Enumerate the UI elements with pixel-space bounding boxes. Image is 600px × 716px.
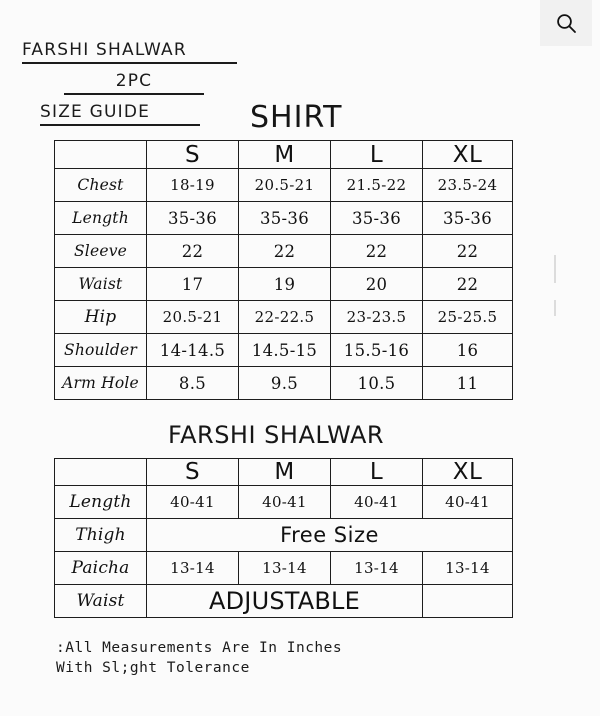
cell-value: 11 <box>423 367 513 400</box>
table-corner-cell <box>55 459 147 486</box>
scan-artifact-mark <box>554 255 556 283</box>
row-label: Waist <box>55 268 147 301</box>
cell-value: 23.5-24 <box>423 169 513 202</box>
row-label: Length <box>55 202 147 235</box>
table-row <box>55 169 513 202</box>
table-row <box>55 486 513 519</box>
table-corner-cell <box>55 141 147 169</box>
cell-value: 35-36 <box>239 202 331 235</box>
scan-artifact-mark <box>554 300 556 316</box>
column-header-xl: XL <box>423 141 513 169</box>
row-label: Length <box>55 486 147 519</box>
cell-value: 20 <box>331 268 423 301</box>
cell-value: 40-41 <box>239 486 331 519</box>
column-header-s: S <box>147 459 239 486</box>
cell-value: 13-14 <box>239 552 331 585</box>
table-header-row <box>55 141 513 169</box>
cell-value: 22-22.5 <box>239 301 331 334</box>
column-header-xl: XL <box>423 459 513 486</box>
cell-value: 22 <box>423 268 513 301</box>
cell-value: 13-14 <box>147 552 239 585</box>
row-label: Chest <box>55 169 147 202</box>
measurement-note <box>56 638 342 678</box>
row-label: Sleeve <box>55 235 147 268</box>
table-row <box>55 585 513 618</box>
cell-empty <box>423 585 513 618</box>
cell-value: 14.5-15 <box>239 334 331 367</box>
table-row <box>55 519 513 552</box>
table-header-row <box>55 459 513 486</box>
row-label: Thigh <box>55 519 147 552</box>
cell-value: 35-36 <box>147 202 239 235</box>
search-button[interactable] <box>540 0 592 46</box>
cell-value: 20.5-21 <box>147 301 239 334</box>
cell-value: 22 <box>239 235 331 268</box>
cell-value: 35-36 <box>331 202 423 235</box>
cell-value: 25-25.5 <box>423 301 513 334</box>
column-header-s: S <box>147 141 239 169</box>
row-label: Paicha <box>55 552 147 585</box>
cell-value: 22 <box>331 235 423 268</box>
column-header-l: L <box>331 459 423 486</box>
measurement-note-line-1: :All Measurements Are In Inches <box>56 640 343 656</box>
cell-value: 40-41 <box>147 486 239 519</box>
page-title-line-3: SIZE GUIDE <box>40 102 200 126</box>
cell-value: 40-41 <box>331 486 423 519</box>
cell-value: 8.5 <box>147 367 239 400</box>
page-title-line-2: 2PC <box>64 71 204 95</box>
table-row <box>55 202 513 235</box>
cell-value: 22 <box>423 235 513 268</box>
cell-value: 14-14.5 <box>147 334 239 367</box>
table-row <box>55 552 513 585</box>
row-label: Arm Hole <box>55 367 147 400</box>
search-icon <box>555 12 577 34</box>
cell-value: 35-36 <box>423 202 513 235</box>
table-row <box>55 235 513 268</box>
table-row <box>55 301 513 334</box>
cell-value: 40-41 <box>423 486 513 519</box>
cell-value: 22 <box>147 235 239 268</box>
cell-value: 20.5-21 <box>239 169 331 202</box>
page-title <box>22 40 237 133</box>
table-row <box>55 367 513 400</box>
shalwar-section-title: FARSHI SHALWAR <box>168 421 385 449</box>
column-header-m: M <box>239 459 331 486</box>
cell-value: 23-23.5 <box>331 301 423 334</box>
cell-value: 13-14 <box>331 552 423 585</box>
table-row <box>55 334 513 367</box>
cell-value: 19 <box>239 268 331 301</box>
cell-value: 17 <box>147 268 239 301</box>
cell-value: 15.5-16 <box>331 334 423 367</box>
shalwar-size-table <box>54 458 513 618</box>
shirt-size-table <box>54 140 513 400</box>
measurement-note-line-2: With Sl;ght Tolerance <box>56 660 250 676</box>
column-header-m: M <box>239 141 331 169</box>
row-label: Hip <box>55 301 147 334</box>
cell-value-merged: Free Size <box>147 519 513 552</box>
cell-value: 9.5 <box>239 367 331 400</box>
table-row <box>55 268 513 301</box>
shirt-section-title: SHIRT <box>250 100 343 135</box>
cell-value: 10.5 <box>331 367 423 400</box>
page-title-line-1: FARSHI SHALWAR <box>22 40 237 64</box>
cell-value: 13-14 <box>423 552 513 585</box>
column-header-l: L <box>331 141 423 169</box>
cell-value: 16 <box>423 334 513 367</box>
cell-value: 21.5-22 <box>331 169 423 202</box>
cell-value: 18-19 <box>147 169 239 202</box>
row-label: Shoulder <box>55 334 147 367</box>
row-label: Waist <box>55 585 147 618</box>
cell-value-merged: ADJUSTABLE <box>147 585 423 618</box>
